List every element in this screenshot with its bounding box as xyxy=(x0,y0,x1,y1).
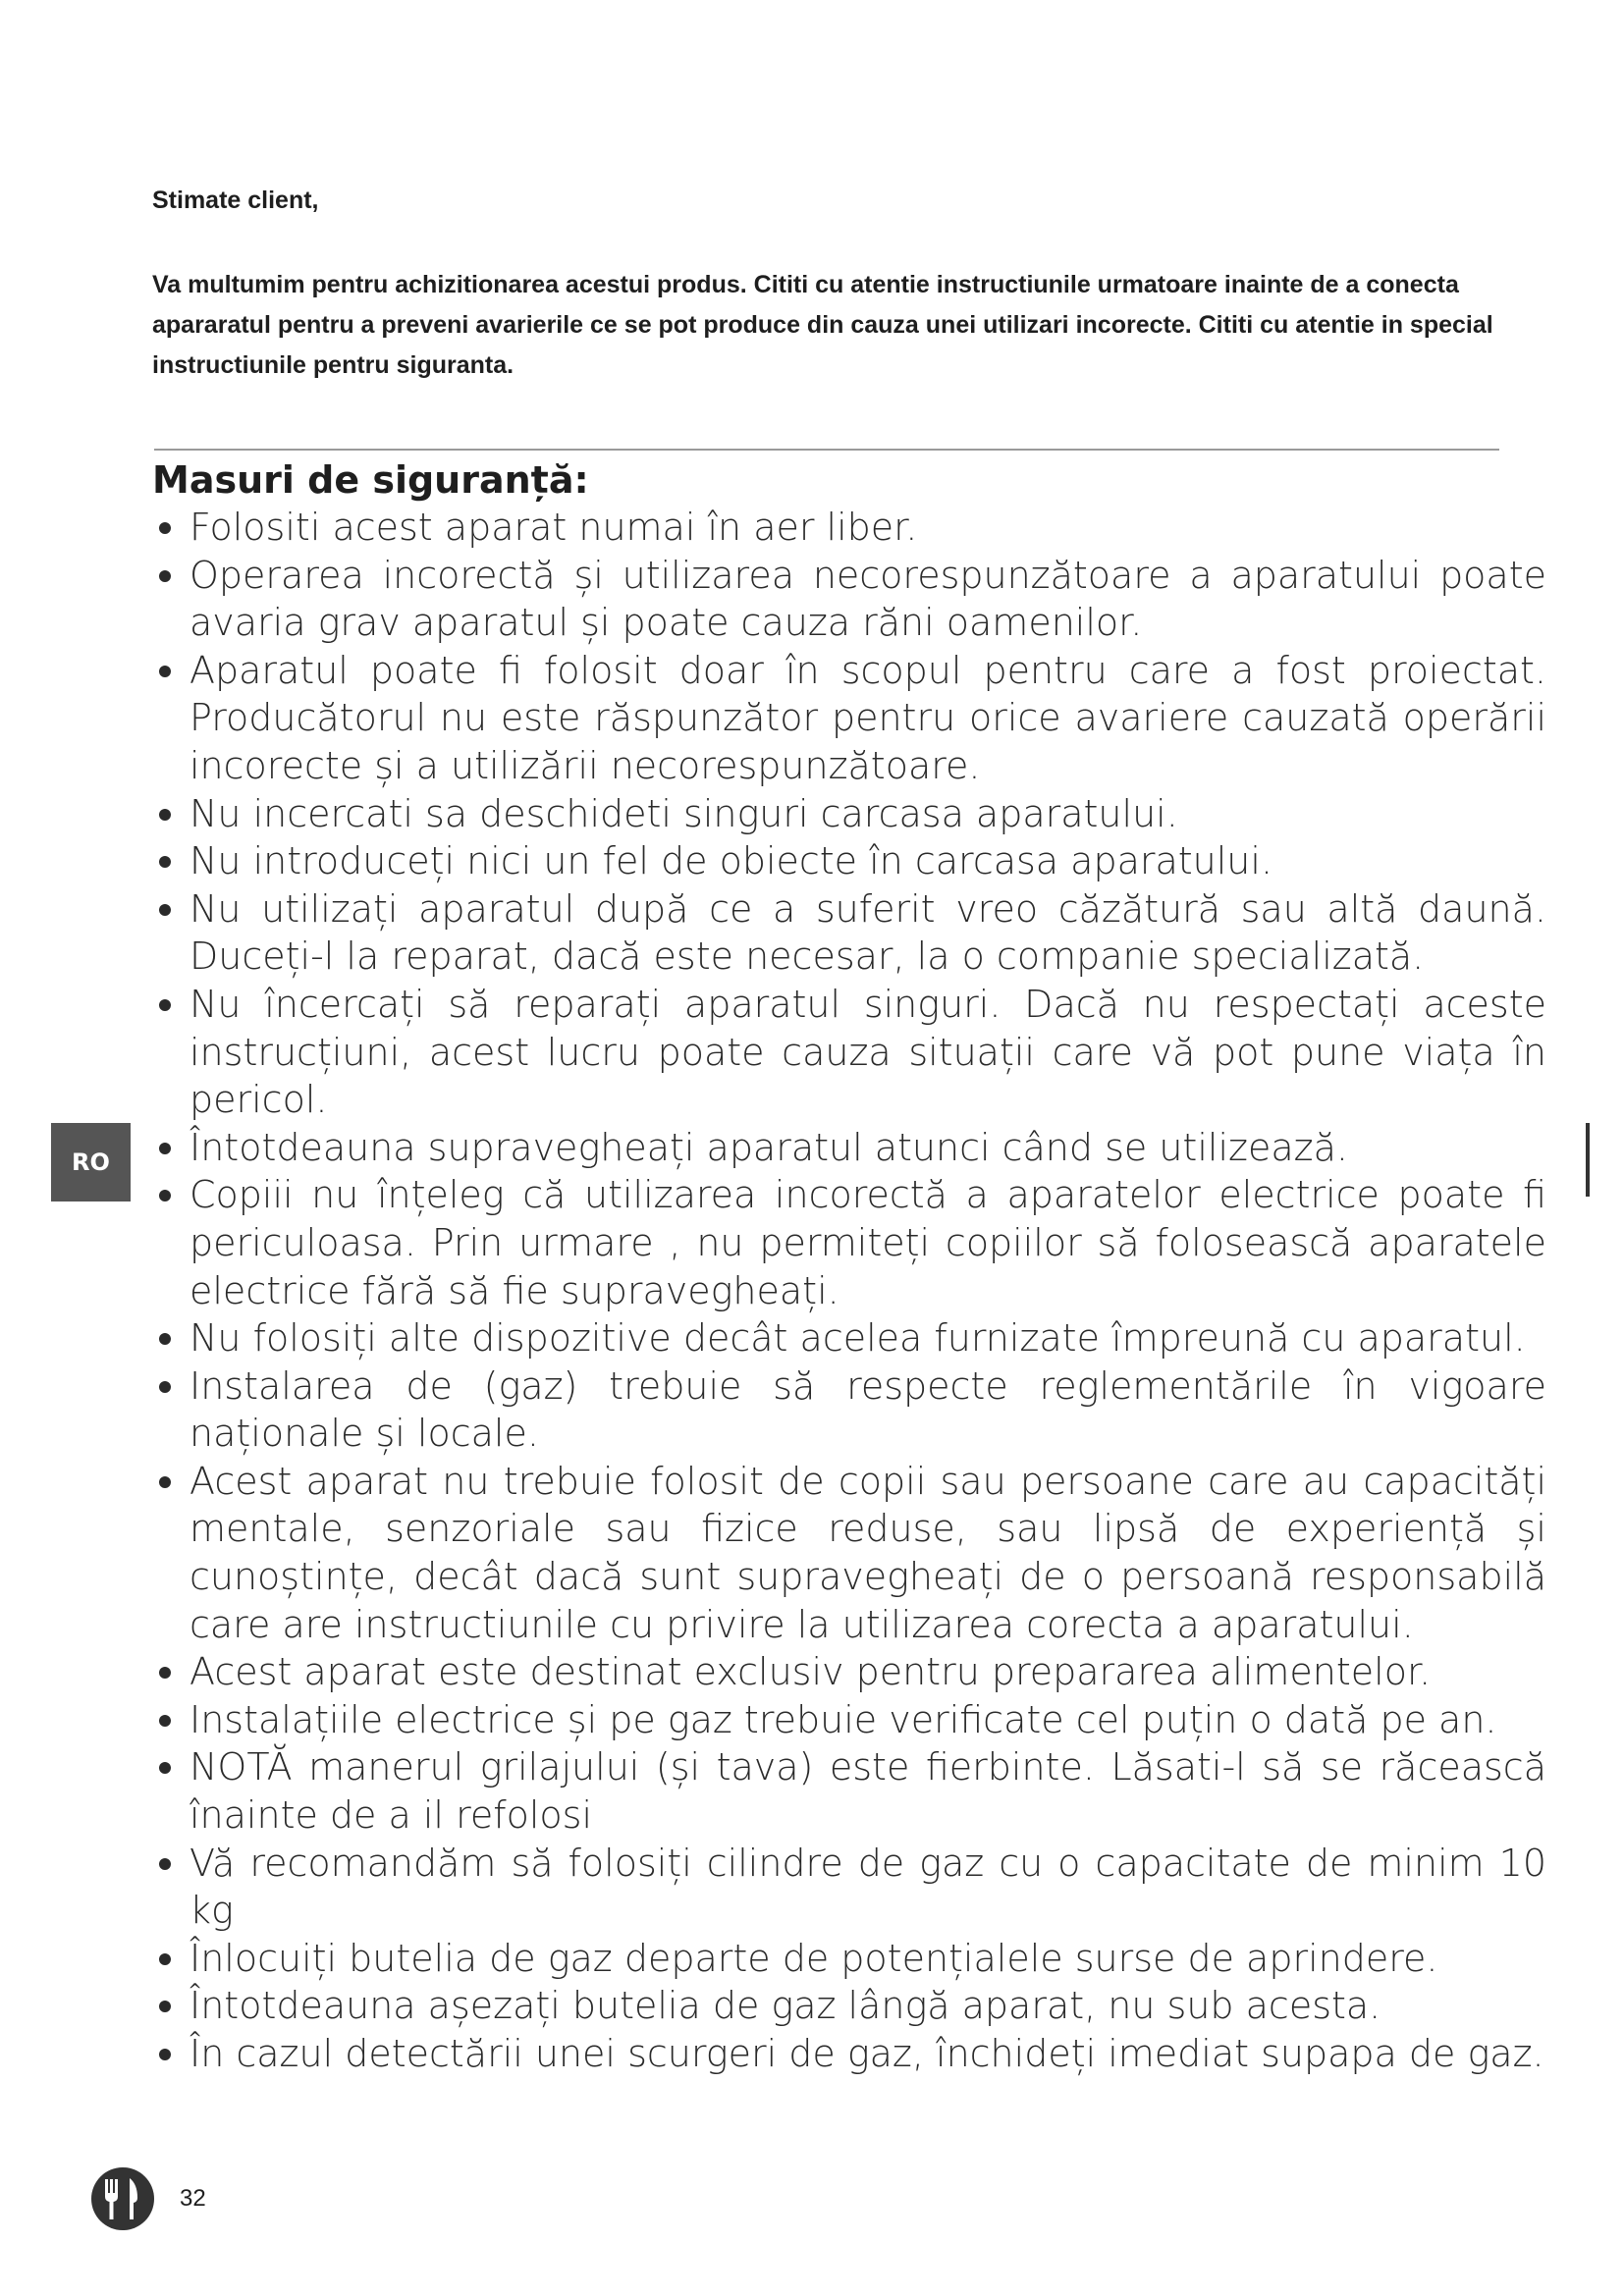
safety-item xyxy=(152,1935,1546,1983)
cutlery-icon xyxy=(90,2166,155,2231)
safety-item xyxy=(152,885,1546,981)
safety-item-text: Folositi acest aparat numai în aer liber. xyxy=(189,506,918,549)
safety-heading: Masuri de siguranță: xyxy=(152,458,589,502)
bullet-icon xyxy=(159,522,171,534)
safety-item xyxy=(152,837,1546,885)
safety-item xyxy=(152,981,1546,1124)
bullet-icon xyxy=(159,666,171,677)
bullet-icon xyxy=(159,1762,171,1774)
bullet-icon xyxy=(159,1190,171,1201)
safety-item-text: Copiii nu înțeleg că utilizarea incorectă a aparatelor electrice poate fi periculoasa. Prin urmare , nu permiteți copiilor să folosească aparatele electrice fără să fie supravegheați. xyxy=(189,1173,1546,1312)
safety-item xyxy=(152,1982,1546,2030)
intro-paragraph: Va multumim pentru achizitionarea acestui produs. Cititi cu atentie instructiunile urmatoare inainte de a conecta apararatul pentru a preveni avarierile ce se pot produce din cauza unei utilizari incorecte. Cititi cu atentie in special instructiunile pentru siguranta. xyxy=(152,271,1493,379)
bullet-icon xyxy=(159,1715,171,1727)
edge-marker xyxy=(1586,1123,1590,1197)
bullet-icon xyxy=(159,1143,171,1154)
safety-item-text: Înlocuiți butelia de gaz departe de potențialele surse de aprindere. xyxy=(189,1936,1438,1980)
bullet-icon xyxy=(159,2049,171,2060)
safety-list xyxy=(152,504,1546,2078)
safety-item-text: Nu incercati sa deschideti singuri carcasa aparatului. xyxy=(189,791,1178,835)
bullet-icon xyxy=(159,809,171,821)
safety-item-text: Nu introduceți nici un fel de obiecte în carcasa aparatului. xyxy=(189,839,1273,883)
greeting: Stimate client, xyxy=(152,187,319,214)
safety-item-text: Acest aparat este destinat exclusiv pentru prepararea alimentelor. xyxy=(189,1650,1432,1694)
language-tab xyxy=(51,1123,131,1201)
safety-item-text: Nu încercați să reparați aparatul singuri. Dacă nu respectați aceste instrucțiuni, acest lucru poate cauza situații care vă pot pune viața în pericol. xyxy=(189,982,1546,1122)
safety-item xyxy=(152,2030,1546,2078)
safety-item-text: Întotdeauna așezați butelia de gaz lângă aparat, nu sub acesta. xyxy=(189,1984,1381,2028)
safety-item xyxy=(152,1743,1546,1839)
bullet-icon xyxy=(159,1381,171,1393)
safety-item xyxy=(152,504,1546,552)
safety-item xyxy=(152,790,1546,838)
bullet-icon xyxy=(159,2001,171,2012)
bullet-icon xyxy=(159,999,171,1011)
safety-item-text: În cazul detectării unei scurgeri de gaz, închideți imediat supapa de gaz. xyxy=(189,2032,1544,2075)
safety-item xyxy=(152,1696,1546,1744)
safety-item-text: Instalațiile electrice și pe gaz trebuie verificate cel puțin o dată pe an. xyxy=(189,1697,1497,1741)
bullet-icon xyxy=(159,856,171,868)
language-tab-label: RO xyxy=(72,1148,110,1176)
page-number: 32 xyxy=(180,2185,206,2212)
safety-item-text: Instalarea de (gaz) trebuie să respecte reglementările în vigoare naționale și locale. xyxy=(189,1363,1546,1456)
bullet-icon xyxy=(159,1953,171,1965)
bullet-icon xyxy=(159,1333,171,1345)
safety-item xyxy=(152,1362,1546,1458)
safety-item-text: Aparatul poate fi folosit doar în scopul pentru care a fost proiectat. Producătorul nu este răspunzător pentru orice avariere cauzată operării incorecte și a utilizării necorespunzătoare. xyxy=(189,648,1546,787)
safety-item-text: NOTĂ manerul grilajului (și tava) este fierbinte. Lăsati-l să se răcească înainte de a il refolosi xyxy=(189,1745,1546,1838)
safety-item-text: Acest aparat nu trebuie folosit de copii sau persoane care au capacități mentale, senzoriale sau fizice reduse, sau lipsă de experiență și cunoștințe, decât dacă sunt supravegheați de o persoană responsabilă care are instructiunile cu privire la utilizarea corecta a aparatului. xyxy=(189,1459,1546,1646)
safety-item xyxy=(152,1648,1546,1696)
safety-item xyxy=(152,1840,1546,1935)
bullet-icon xyxy=(159,1858,171,1870)
bullet-icon xyxy=(159,570,171,582)
safety-item-text: Întotdeauna supravegheați aparatul atunci când se utilizează. xyxy=(189,1125,1348,1169)
safety-item xyxy=(152,1314,1546,1362)
safety-item xyxy=(152,1171,1546,1314)
bullet-icon xyxy=(159,904,171,916)
safety-item-text: Nu utilizați aparatul după ce a suferit vreo căzătură sau altă daună. Duceți-l la reparat, dacă este necesar, la o companie specializată. xyxy=(189,886,1546,979)
safety-item xyxy=(152,647,1546,790)
bullet-icon xyxy=(159,1476,171,1488)
section-divider xyxy=(154,449,1499,451)
safety-item xyxy=(152,1124,1546,1172)
safety-item-text: Nu folosiți alte dispozitive decât acelea furnizate împreună cu aparatul. xyxy=(189,1316,1526,1361)
safety-item xyxy=(152,1458,1546,1648)
safety-item xyxy=(152,552,1546,647)
safety-item-text: Operarea incorectă și utilizarea necorespunzătoare a aparatului poate avaria grav aparatul și poate cauza răni oamenilor. xyxy=(189,553,1546,645)
bullet-icon xyxy=(159,1667,171,1679)
safety-item-text: Vă recomandăm să folosiți cilindre de gaz cu o capacitate de minim 10 kg xyxy=(189,1841,1546,1933)
